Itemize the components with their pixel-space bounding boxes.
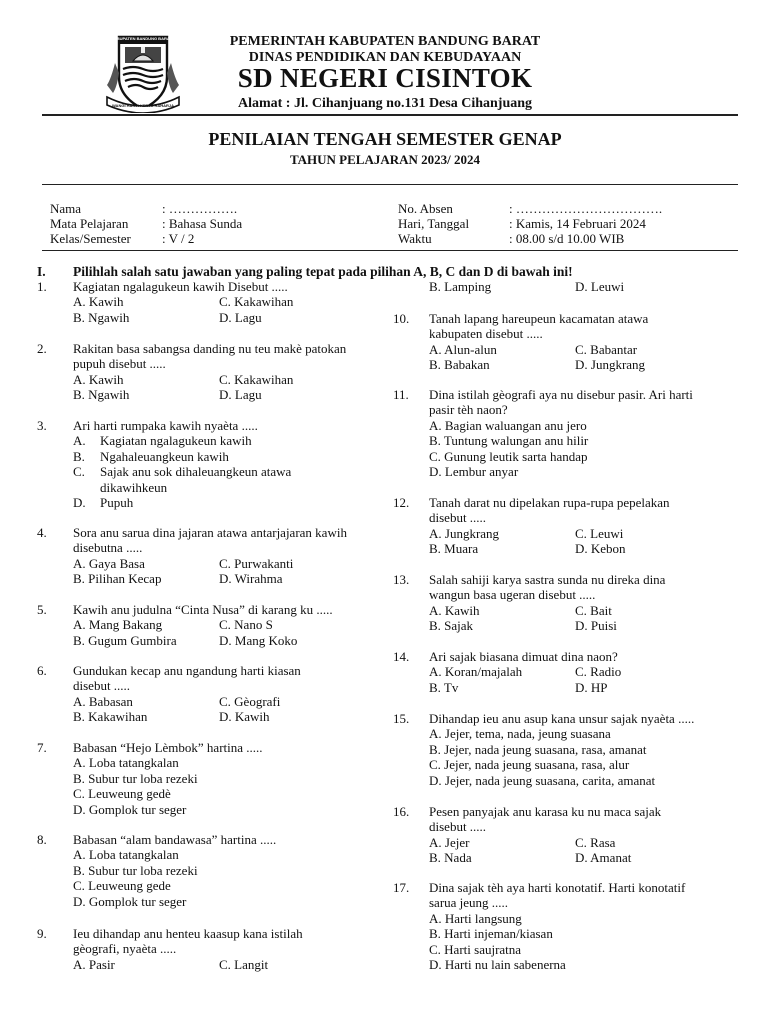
question-number: 4. [37, 525, 47, 540]
question-number: 9. [37, 926, 47, 941]
answer-option: B. Gugum Gumbira [73, 632, 177, 648]
question-number: 15. [393, 711, 410, 726]
question-number: 1. [37, 279, 47, 294]
question-stem: disebutna ..... [73, 540, 143, 556]
answer-option: B. Tv [429, 679, 459, 695]
answer-option: A. Bagian waluangan anu jero [429, 417, 587, 433]
question-number: 5. [37, 602, 47, 617]
answer-option: A. Pasir [73, 956, 115, 972]
question-stem: Tanah lapang hareupeun kacamatan atawa [429, 311, 649, 326]
answer-option: C. Harti saujratna [429, 941, 522, 957]
answer-option: C. Kakawihan [219, 371, 294, 387]
answer-option: D. Gomplok tur seger [73, 893, 187, 909]
question-stem: Ieu dihandap anu henteu kaasup kana istilah [73, 926, 303, 941]
nama-field: : ……………. [162, 201, 238, 216]
school-name: SD NEGERI CISINTOK [237, 63, 533, 93]
answer-option: C. Purwakanti [219, 555, 294, 571]
answer-option: B. Nada [429, 850, 472, 866]
answer-option: C. Radio [575, 664, 622, 680]
question-stem: disebut ..... [429, 510, 487, 526]
waktu-value: : 08.00 s/d 10.00 WIB [509, 231, 625, 246]
answer-option: D. Gomplok tur seger [73, 801, 187, 817]
answer-option: B. Kakawihan [73, 709, 148, 725]
answer-option: D. Lagu [219, 387, 262, 403]
question-stem: Salah sahiji karya sastra sunda nu direka dina [429, 572, 666, 587]
answer-option: D. Wirahma [219, 571, 283, 587]
answer-option: A. Loba tatangkalan [73, 755, 179, 771]
question-stem: Rakitan basa sabangsa danding nu teu makè patokan [73, 341, 347, 356]
question-stem: Tanah darat nu dipelakan rupa-rupa pepelakan [429, 495, 670, 510]
answer-option: C. Kakawihan [219, 294, 294, 310]
answer-option: C. Leuweung gede [73, 878, 171, 894]
answer-option: C. Gunung leutik sarta handap [429, 448, 588, 464]
answer-option: A. Loba tatangkalan [73, 847, 179, 863]
answer-option-text: Ngahaleuangkeun kawih [100, 448, 229, 464]
answer-option-text: Sajak anu sok dihaleuangkeun atawa [100, 464, 292, 480]
answer-option: A. Jungkrang [429, 525, 500, 541]
question-number: 8. [37, 832, 47, 847]
kelas-semester-label: Kelas/Semester [50, 231, 131, 246]
question-stem: Ari harti rumpaka kawih nyaèta ..... [73, 418, 258, 433]
question-number: 6. [37, 663, 47, 678]
section-instruction: Pilihlah salah satu jawaban yang paling tepat pada pilihan A, B, C dan D di bawah ini! [73, 264, 573, 279]
exam-title: PENILAIAN TENGAH SEMESTER GENAP [208, 129, 562, 149]
answer-option: A. Koran/majalah [429, 664, 523, 680]
answer-option-text: dikawihkeun [100, 479, 168, 495]
question-stem: pupuh disebut ..... [73, 356, 166, 372]
question-stem: kabupaten disebut ..... [429, 326, 543, 342]
hari-tanggal-label: Hari, Tanggal [398, 216, 470, 231]
answer-option: B. Muara [429, 541, 479, 557]
answer-option: A. Babasan [73, 693, 133, 709]
mata-pelajaran-label: Mata Pelajaran [50, 216, 129, 231]
question-stem: Kawih anu judulna “Cinta Nusa” di karang ku ..... [73, 602, 333, 617]
question-stem: disebut ..... [429, 819, 487, 835]
answer-option: D. Jungkrang [575, 357, 646, 373]
answer-option: B. Subur tur loba rezeki [73, 770, 198, 786]
question-stem: Pesen panyajak anu karasa ku nu maca sajak [429, 804, 662, 819]
answer-option: B. Ngawih [73, 309, 130, 325]
question-number: 10. [393, 311, 410, 326]
answer-option: B. Harti injeman/kiasan [429, 926, 553, 942]
answer-option: A. Kawih [73, 371, 124, 387]
answer-option: C. Rasa [575, 834, 616, 850]
question-stem: disebut ..... [73, 678, 131, 694]
question-stem: Kagiatan ngalagukeun kawih Disebut ..... [73, 279, 288, 294]
answer-option: B. Babakan [429, 357, 490, 373]
no-absen-field: : ……………………………. [509, 201, 663, 216]
answer-option: D. Puisi [575, 618, 617, 634]
government-name: PEMERINTAH KABUPATEN BANDUNG BARAT [229, 34, 541, 49]
answer-option: C. Langit [219, 956, 269, 972]
answer-option: A. Kawih [429, 602, 480, 618]
answer-option: A. Kawih [73, 294, 124, 310]
answer-option: D. Kawih [219, 709, 270, 725]
answer-option-letter: C. [73, 464, 85, 480]
hari-tanggal-value: : Kamis, 14 Februari 2024 [509, 216, 646, 231]
answer-option: B. Tuntung walungan anu hilir [429, 433, 589, 449]
answer-option: B. Jejer, nada jeung suasana, rasa, amanat [429, 741, 647, 757]
exam-year: TAHUN PELAJARAN 2023/ 2024 [289, 152, 481, 167]
question-number: 12. [393, 495, 410, 510]
answer-option-text: Kagiatan ngalagukeun kawih [100, 433, 252, 449]
answer-option: A. Jejer [429, 834, 470, 850]
answer-option: B. Lamping [429, 279, 492, 294]
answer-option: A. Jejer, tema, nada, jeung suasana [429, 726, 611, 742]
department-name: DINAS PENDIDIKAN DAN KEBUDAYAAN [248, 50, 522, 65]
answer-option: C. Nano S [219, 617, 273, 633]
answer-option: C. Bait [575, 602, 612, 618]
answer-option: C. Leuweung gedè [73, 786, 171, 802]
no-absen-label: No. Absen [398, 201, 453, 216]
answer-option: A. Gaya Basa [73, 555, 145, 571]
answer-option-letter: D. [73, 495, 86, 510]
answer-option: D. Harti nu lain sabenerna [429, 957, 566, 972]
answer-option: C. Gèografi [219, 693, 281, 709]
header-divider [42, 114, 738, 116]
section-number: I. [37, 264, 46, 279]
answer-option: D. Mang Koko [219, 632, 298, 648]
waktu-label: Waktu [398, 231, 432, 246]
answer-option: D. Amanat [575, 850, 632, 866]
answer-option: D. Lembur anyar [429, 464, 519, 479]
answer-option: B. Subur tur loba rezeki [73, 862, 198, 878]
answer-option: C. Babantar [575, 341, 638, 357]
question-number: 2. [37, 341, 47, 356]
answer-option: D. HP [575, 679, 608, 695]
logo-motto-text: WANGI HARTI KERTA RAHARJA [112, 103, 174, 108]
title-divider [42, 184, 738, 185]
answer-option: C. Jejer, nada jeung suasana, rasa, alur [429, 757, 630, 773]
mata-pelajaran-value: : Bahasa Sunda [162, 216, 243, 231]
question-number: 17. [393, 880, 410, 895]
logo-top-text: KABUPATEN BANDUNG BARAT [111, 36, 172, 41]
answer-option: B. Ngawih [73, 387, 130, 403]
question-stem: Dihandap ieu anu asup kana unsur sajak nyaèta ..... [429, 711, 695, 726]
nama-label: Nama [50, 201, 82, 216]
question-number: 11. [393, 387, 409, 402]
question-stem: Sora anu sarua dina jajaran atawa antarjajaran kawih [73, 525, 347, 540]
answer-option: A. Alun-alun [429, 341, 497, 357]
answer-option: D. Lagu [219, 309, 262, 325]
answer-option: C. Leuwi [575, 525, 624, 541]
question-number: 13. [393, 572, 410, 587]
school-address: Alamat : Jl. Cihanjuang no.131 Desa Cihanjuang [237, 96, 533, 111]
question-stem: Ari sajak biasana dimuat dina naon? [429, 649, 618, 664]
school-district-logo [105, 33, 181, 113]
answer-option-letter: B. [73, 448, 85, 464]
answer-option: B. Pilihan Kecap [73, 571, 162, 587]
answer-option: A. Mang Bakang [73, 617, 163, 633]
kelas-semester-value: : V / 2 [162, 231, 195, 246]
answer-option-text: Pupuh [100, 495, 134, 510]
answer-option-letter: A. [73, 433, 86, 449]
answer-option: D. Leuwi [575, 279, 625, 294]
question-stem: pasir tèh naon? [429, 402, 508, 418]
question-number: 7. [37, 740, 47, 755]
answer-option: A. Harti langsung [429, 910, 522, 926]
question-stem: sarua jeung ..... [429, 895, 509, 911]
answer-option: B. Sajak [429, 618, 474, 634]
question-stem: Gundukan kecap anu ngandung harti kiasan [73, 663, 301, 678]
question-stem: Dina sajak tèh aya harti konotatif. Harti konotatif [429, 880, 686, 895]
identity-divider [42, 250, 738, 251]
answer-option: D. Kebon [575, 541, 626, 557]
question-number: 16. [393, 804, 410, 819]
question-stem: Babasan “alam bandawasa” hartina ..... [73, 832, 277, 847]
question-stem: Babasan “Hejo Lèmbok” hartina ..... [73, 740, 263, 755]
answer-option: D. Jejer, nada jeung suasana, carita, amanat [429, 772, 656, 788]
question-number: 3. [37, 418, 47, 433]
question-stem: gèografi, nyaèta ..... [73, 941, 177, 957]
question-stem: Dina istilah gèografi aya nu disebur pasir. Ari harti [429, 387, 693, 402]
question-number: 14. [393, 649, 410, 664]
question-stem: wangun basa ugeran disebut ..... [429, 587, 596, 603]
